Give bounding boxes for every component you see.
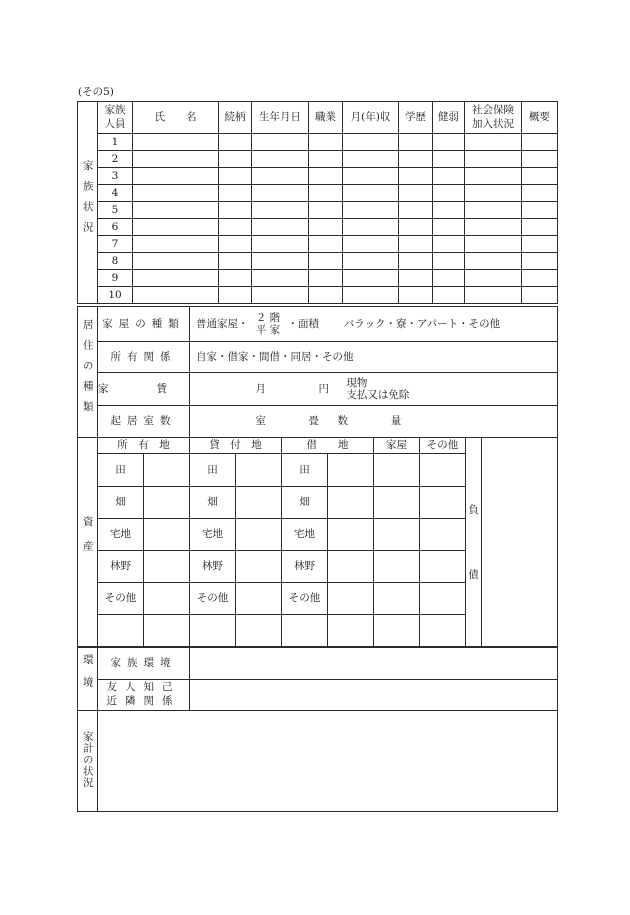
debt-value[interactable]	[482, 438, 558, 648]
education-cell[interactable]	[399, 287, 433, 304]
income-cell[interactable]	[343, 202, 399, 219]
rooms-label: 起居室数	[98, 406, 190, 438]
other-house-types: バラック・寮・アパート・その他	[343, 318, 501, 330]
education-header: 学歴	[399, 102, 433, 134]
occupation-cell[interactable]	[309, 219, 343, 236]
insurance-header: 社会保険 加入状況	[465, 102, 522, 134]
birth-cell[interactable]	[252, 185, 309, 202]
relation-cell[interactable]	[219, 185, 252, 202]
friends-neighbors-label: 友人知己 近隣関係	[98, 680, 190, 711]
birth-cell[interactable]	[252, 134, 309, 151]
insurance-cell[interactable]	[465, 219, 522, 236]
health-cell[interactable]	[433, 185, 465, 202]
birth-header: 生年月日	[252, 102, 309, 134]
owned-land-type: 田	[98, 454, 144, 487]
insurance-cell[interactable]	[465, 236, 522, 253]
row-number: 4	[98, 185, 133, 202]
borrowed-land-value[interactable]	[328, 454, 374, 487]
occupation-cell[interactable]	[309, 134, 343, 151]
rent-value[interactable]: 月 円 現物 支払又は免除	[190, 373, 558, 406]
occupation-cell[interactable]	[309, 168, 343, 185]
insurance-cell[interactable]	[465, 270, 522, 287]
friends-neighbors-value[interactable]	[190, 680, 558, 711]
birth-cell[interactable]	[252, 253, 309, 270]
lent-land-header: 貸 付 地	[190, 438, 282, 454]
name-header: 氏 名	[133, 102, 219, 134]
birth-cell[interactable]	[252, 270, 309, 287]
income-cell[interactable]	[343, 134, 399, 151]
insurance-cell[interactable]	[465, 287, 522, 304]
house-type-label: 家屋の種類	[98, 307, 190, 342]
health-cell[interactable]	[433, 168, 465, 185]
education-cell[interactable]	[399, 219, 433, 236]
birth-cell[interactable]	[252, 168, 309, 185]
other-value[interactable]	[420, 487, 466, 519]
house-header: 家屋	[374, 438, 420, 454]
lent-land-value[interactable]	[236, 454, 282, 487]
summary-cell[interactable]	[522, 270, 558, 287]
health-cell[interactable]	[433, 219, 465, 236]
borrowed-land-type: 宅地	[282, 519, 328, 551]
owned-land-type: 林野	[98, 551, 144, 583]
house-value[interactable]	[374, 454, 420, 487]
borrowed-land-type: 田	[282, 454, 328, 487]
other-value[interactable]	[420, 615, 466, 648]
summary-cell[interactable]	[522, 253, 558, 270]
occupation-cell[interactable]	[309, 151, 343, 168]
relation-cell[interactable]	[219, 236, 252, 253]
lent-land-type: 畑	[190, 487, 236, 519]
lent-land-type: 田	[190, 454, 236, 487]
lent-land-type: 宅地	[190, 519, 236, 551]
family-env-value[interactable]	[190, 647, 558, 680]
summary-cell[interactable]	[522, 134, 558, 151]
occupation-cell[interactable]	[309, 236, 343, 253]
owned-land-type	[98, 615, 144, 648]
ownership-value[interactable]: 自家・借家・間借・同居・その他	[190, 342, 558, 373]
rent-kind-payment: 支払又は免除	[346, 389, 410, 401]
education-cell[interactable]	[399, 236, 433, 253]
row-number: 6	[98, 219, 133, 236]
other-value[interactable]	[420, 551, 466, 583]
owned-land-value[interactable]	[144, 487, 190, 519]
occupation-cell[interactable]	[309, 270, 343, 287]
health-cell[interactable]	[433, 151, 465, 168]
relation-cell[interactable]	[219, 168, 252, 185]
floors-bottom: 平 家	[255, 324, 281, 336]
relation-cell[interactable]	[219, 287, 252, 304]
insurance-cell[interactable]	[465, 151, 522, 168]
lent-land-type	[190, 615, 236, 648]
birth-cell[interactable]	[252, 219, 309, 236]
owned-land-value[interactable]	[144, 615, 190, 648]
summary-header: 概要	[522, 102, 558, 134]
insurance-cell[interactable]	[465, 134, 522, 151]
health-cell[interactable]	[433, 202, 465, 219]
house-value[interactable]	[374, 615, 420, 648]
income-cell[interactable]	[343, 270, 399, 287]
row-number: 10	[98, 287, 133, 304]
rent-label: 家賃	[98, 373, 190, 406]
other-value[interactable]	[420, 583, 466, 615]
health-cell[interactable]	[433, 134, 465, 151]
lent-land-type: 林野	[190, 551, 236, 583]
summary-cell[interactable]	[522, 151, 558, 168]
income-cell[interactable]	[343, 253, 399, 270]
birth-cell[interactable]	[252, 202, 309, 219]
income-cell[interactable]	[343, 168, 399, 185]
row-number: 5	[98, 202, 133, 219]
row-number: 3	[98, 168, 133, 185]
occupation-header: 職業	[309, 102, 343, 134]
other-header: その他	[420, 438, 466, 454]
education-cell[interactable]	[399, 134, 433, 151]
income-header: 月(年)収	[343, 102, 399, 134]
insurance-cell[interactable]	[465, 202, 522, 219]
household-value[interactable]	[98, 711, 558, 812]
summary-cell[interactable]	[522, 202, 558, 219]
health-cell[interactable]	[433, 253, 465, 270]
row-number: 9	[98, 270, 133, 287]
relation-cell[interactable]	[219, 151, 252, 168]
borrowed-land-value[interactable]	[328, 487, 374, 519]
occupation-cell[interactable]	[309, 253, 343, 270]
income-cell[interactable]	[343, 219, 399, 236]
income-cell[interactable]	[343, 287, 399, 304]
owned-land-value[interactable]	[144, 454, 190, 487]
house-value[interactable]	[374, 551, 420, 583]
income-cell[interactable]	[343, 236, 399, 253]
relation-header: 続柄	[219, 102, 252, 134]
lent-land-type: その他	[190, 583, 236, 615]
education-cell[interactable]	[399, 168, 433, 185]
borrowed-land-type: その他	[282, 583, 328, 615]
summary-cell[interactable]	[522, 219, 558, 236]
education-cell[interactable]	[399, 202, 433, 219]
row-number: 1	[98, 134, 133, 151]
house-value[interactable]	[374, 583, 420, 615]
name-cell[interactable]	[133, 236, 219, 253]
health-header: 健弱	[433, 102, 465, 134]
occupation-cell[interactable]	[309, 185, 343, 202]
summary-cell[interactable]	[522, 236, 558, 253]
borrowed-land-type	[282, 615, 328, 648]
occupation-cell[interactable]	[309, 287, 343, 304]
borrowed-land-value[interactable]	[328, 583, 374, 615]
lent-land-value[interactable]	[236, 583, 282, 615]
debt-label: 負 債	[466, 438, 482, 648]
health-cell[interactable]	[433, 287, 465, 304]
relation-cell[interactable]	[219, 253, 252, 270]
insurance-cell[interactable]	[465, 168, 522, 185]
borrowed-land-value[interactable]	[328, 615, 374, 648]
member-header: 家族 人員	[98, 102, 133, 134]
name-cell[interactable]	[133, 287, 219, 304]
name-cell[interactable]	[133, 219, 219, 236]
row-number: 7	[98, 236, 133, 253]
lent-land-value[interactable]	[236, 615, 282, 648]
relation-cell[interactable]	[219, 270, 252, 287]
family-section-label: 家族状況	[78, 102, 98, 304]
name-cell[interactable]	[133, 202, 219, 219]
birth-cell[interactable]	[252, 151, 309, 168]
owned-land-header: 所 有 地	[98, 438, 190, 454]
residence-section-label: 居住の種類	[78, 307, 98, 438]
income-cell[interactable]	[343, 185, 399, 202]
health-cell[interactable]	[433, 236, 465, 253]
family-table	[77, 101, 558, 304]
owned-land-value[interactable]	[144, 519, 190, 551]
household-section-label: 家計の状況	[78, 711, 98, 812]
income-cell[interactable]	[343, 151, 399, 168]
education-cell[interactable]	[399, 253, 433, 270]
other-value[interactable]	[420, 519, 466, 551]
health-cell[interactable]	[433, 270, 465, 287]
floors-top: ２ 階	[255, 311, 281, 324]
lent-land-value[interactable]	[236, 487, 282, 519]
borrowed-land-value[interactable]	[328, 519, 374, 551]
environment-table	[77, 646, 558, 812]
residence-table	[77, 306, 558, 438]
owned-land-value[interactable]	[144, 583, 190, 615]
relation-cell[interactable]	[219, 134, 252, 151]
assets-table	[77, 437, 558, 648]
rent-kind-goods: 現物	[346, 376, 368, 389]
name-cell[interactable]	[133, 185, 219, 202]
owned-land-type: 畑	[98, 487, 144, 519]
name-cell[interactable]	[133, 151, 219, 168]
owned-land-value[interactable]	[144, 551, 190, 583]
birth-cell[interactable]	[252, 287, 309, 304]
name-cell[interactable]	[133, 253, 219, 270]
assets-section-label: 資産	[78, 438, 98, 648]
house-type-value[interactable]: 普通家屋・ ２ 階 平 家 ・面積 バラック・寮・アパート・その他	[190, 307, 558, 342]
house-value[interactable]	[374, 487, 420, 519]
insurance-cell[interactable]	[465, 185, 522, 202]
name-cell[interactable]	[133, 134, 219, 151]
environment-section-label: 環境	[78, 647, 98, 711]
insurance-cell[interactable]	[465, 253, 522, 270]
ownership-label: 所有関係	[98, 342, 190, 373]
borrowed-land-type: 畑	[282, 487, 328, 519]
family-env-label: 家族環境	[98, 647, 190, 680]
owned-land-type: その他	[98, 583, 144, 615]
birth-cell[interactable]	[252, 236, 309, 253]
relation-cell[interactable]	[219, 219, 252, 236]
summary-cell[interactable]	[522, 168, 558, 185]
row-number: 2	[98, 151, 133, 168]
rooms-value[interactable]: 室 畳 数 量	[190, 406, 558, 438]
page-label: (その5)	[78, 86, 114, 98]
other-value[interactable]	[420, 454, 466, 487]
row-number: 8	[98, 253, 133, 270]
lent-land-value[interactable]	[236, 519, 282, 551]
name-cell[interactable]	[133, 168, 219, 185]
summary-cell[interactable]	[522, 185, 558, 202]
education-cell[interactable]	[399, 185, 433, 202]
name-cell[interactable]	[133, 270, 219, 287]
education-cell[interactable]	[399, 270, 433, 287]
house-value[interactable]	[374, 519, 420, 551]
lent-land-value[interactable]	[236, 551, 282, 583]
summary-cell[interactable]	[522, 287, 558, 304]
owned-land-type: 宅地	[98, 519, 144, 551]
borrowed-land-value[interactable]	[328, 551, 374, 583]
education-cell[interactable]	[399, 151, 433, 168]
borrowed-land-header: 借 地	[282, 438, 374, 454]
borrowed-land-type: 林野	[282, 551, 328, 583]
relation-cell[interactable]	[219, 202, 252, 219]
occupation-cell[interactable]	[309, 202, 343, 219]
